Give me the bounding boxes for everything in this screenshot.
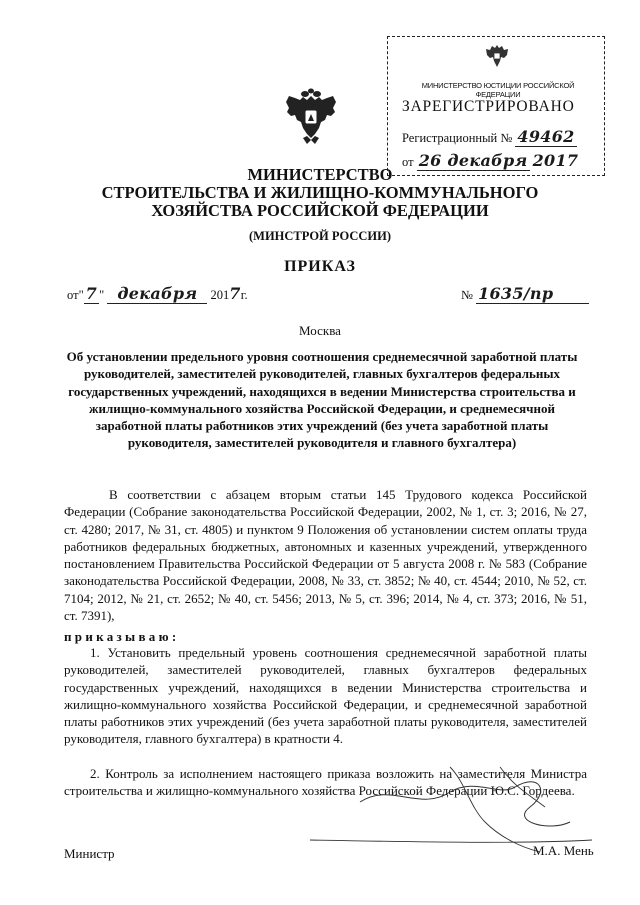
ministry-title-line2: СТРОИТЕЛЬСТВА И ЖИЛИЩНО-КОММУНАЛЬНОГО — [101, 183, 539, 202]
preamble-paragraph: В соответствии с абзацем вторым статьи 145 Трудового кодекса Российской Федерации (Собрание законодательства Российской Федерации, 2002, № 1, ст. 3; 2016, № 27, ст. 4280; 2017, № 31, ст. 4805) и пунктом 9 Положения об установлении систем оплаты труда работников федеральных бюджетных, автономных и казенных учреждений, утвержденного постановлением Правительства Российской Федерации от 5 августа 2008 г. № 583 (Собрание законодательства Российской Федерации, 2008, № 33, ст. 3852; № 40, ст. 4544; 2010, № 52, ст. 7104; 2012, № 21, ст. 2652; № 40, ст. 5456; 2013, № 5, ст. 396; 2014, № 4, ст. 373; 2016, № 51, ст. 7391), — [64, 487, 587, 624]
order-number-label: № — [461, 288, 473, 302]
registration-stamp — [387, 36, 605, 176]
order-year-end: г. — [240, 288, 248, 302]
decree-word: приказываю: — [64, 629, 180, 644]
eagle-emblem-icon — [482, 41, 512, 71]
ministry-short-name: (МИНСТРОЙ РОССИИ) — [248, 229, 391, 243]
order-year-suffix: 7 — [229, 284, 241, 303]
coat-of-arms-icon — [283, 88, 339, 148]
ministry-title-line3: ХОЗЯЙСТВА РОССИЙСКОЙ ФЕДЕРАЦИИ — [151, 201, 489, 220]
stamp-date-value: 26 декабря — [418, 151, 528, 170]
order-year-prefix: 201 — [210, 288, 230, 302]
order-date-prefix: от — [67, 288, 79, 302]
document-type: ПРИКАЗ — [284, 258, 356, 275]
order-date: от" 7 " декабря 2017г. — [67, 284, 248, 303]
item-2-paragraph: 2. Контроль за исполнением настоящего приказа возложить на заместителя Министра строительства и жилищно-коммунального хозяйства Российской Федерации Ю.С. Гордеева. — [64, 766, 587, 799]
stamp-reg-line — [402, 127, 577, 146]
order-number-value: 1635/пр — [476, 284, 589, 304]
order-number — [461, 284, 589, 303]
city: Москва — [299, 323, 341, 338]
stamp-title: ЗАРЕГИСТРИРОВАНО — [402, 98, 575, 115]
order-date-month: декабря — [107, 284, 207, 304]
item-1-paragraph: 1. Установить предельный уровень соотношения среднемесячной заработной платы руководителей, заместителей руководителей, главных бухгалтеров федеральных государственных учреждений, находящихся в ведении Министерства строительства и жилищно-коммунального хозяйства Российской Федерации, и среднемесячной заработной платы работников этих учреждений (без учета заработной платы руководителя, заместителей руководителя, главного бухгалтера) в кратности 4. — [64, 645, 587, 747]
stamp-ministry: МИНИСТЕРСТВО ЮСТИЦИИ РОССИЙСКОЙ ФЕДЕРАЦИИ — [421, 81, 575, 99]
signatory-name: М.А. Мень — [533, 843, 594, 858]
ministry-title-line1: МИНИСТЕРСТВО — [247, 165, 393, 184]
order-date-day: 7 — [85, 284, 98, 303]
order-subject: Об установлении предельного уровня соотношения среднемесячной заработной платы руководителей, заместителей руководителей, главных бухгалтеров федеральных государственных учреждений, находящихся в ведении Министерства строительства и жилищно-коммунального хозяйства Российской Федерации, и среднемесячной заработной платы работников этих учреждений (без учета заработной платы руководителя, заместителей руководителя и главного бухгалтера) — [66, 349, 578, 451]
signatory-position: Министр — [64, 846, 115, 861]
stamp-reg-number: 49462 — [517, 127, 575, 146]
stamp-date-prefix: от — [402, 155, 414, 169]
stamp-year-value: 2017 — [532, 151, 579, 170]
stamp-reg-label: Регистрационный № — [402, 131, 513, 145]
